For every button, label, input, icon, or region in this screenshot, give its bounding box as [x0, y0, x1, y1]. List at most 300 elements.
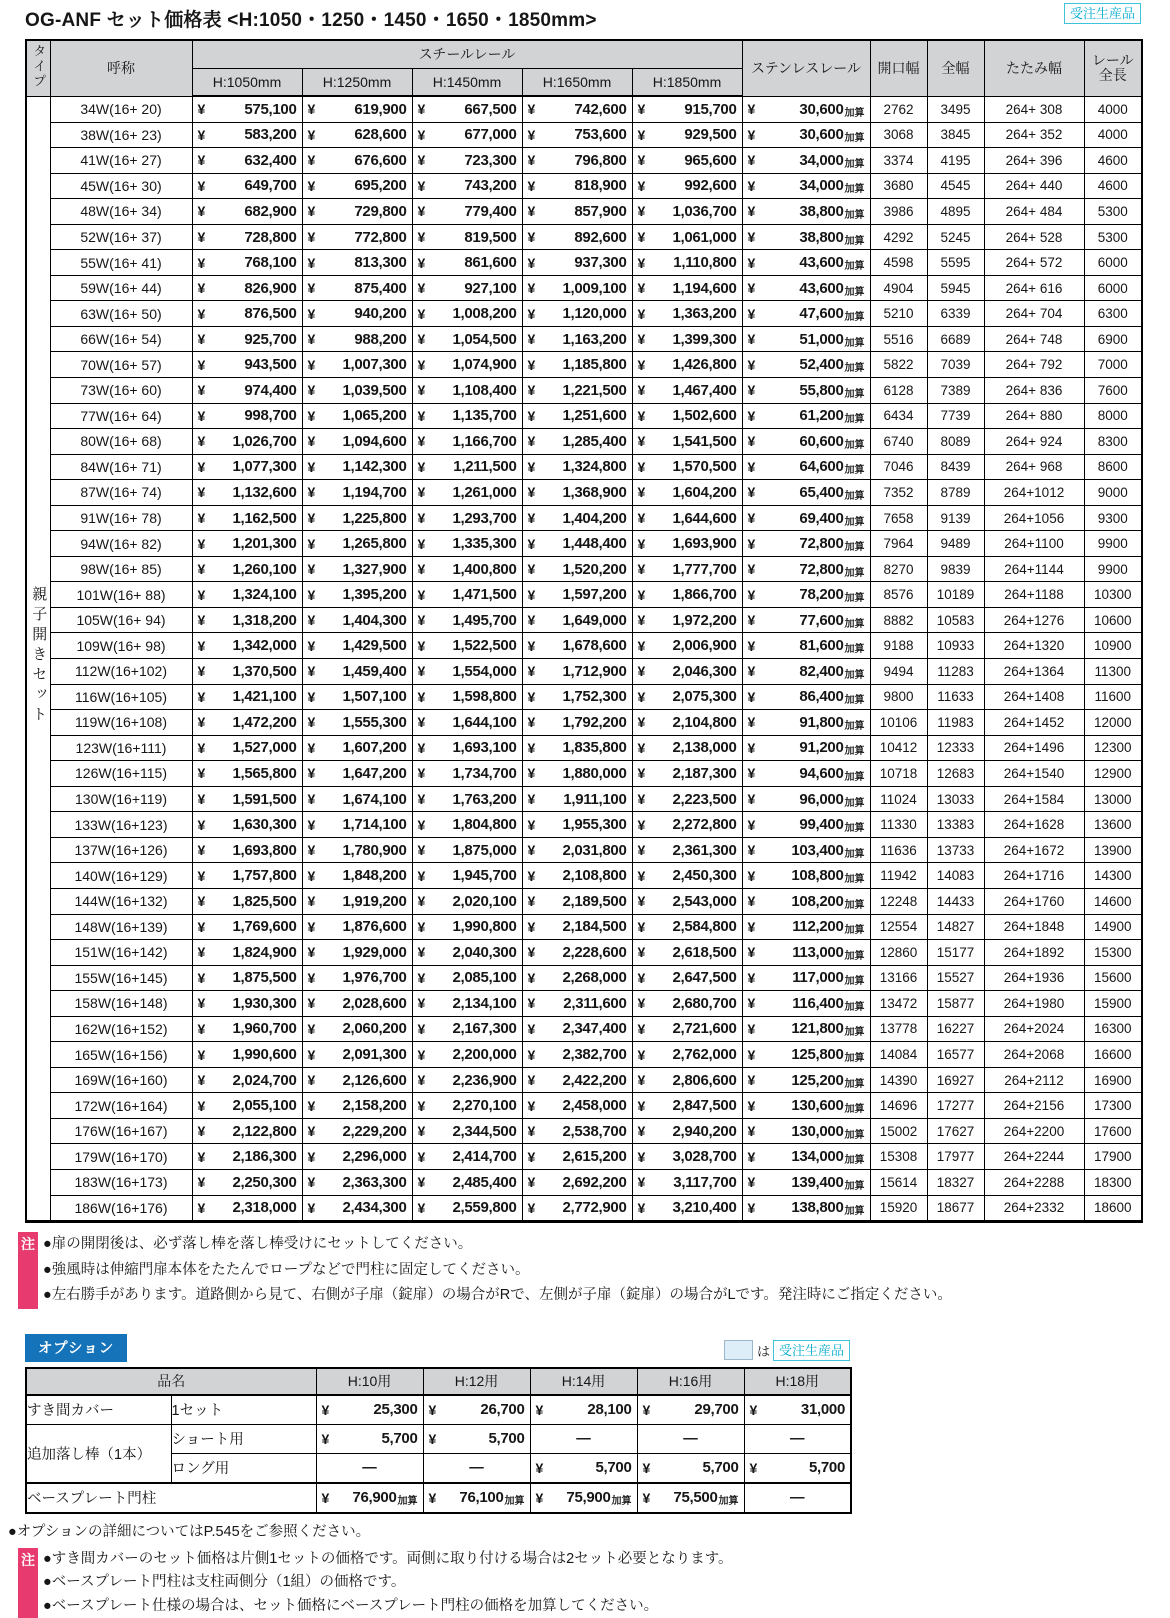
fold-width-cell: 264+2068: [984, 1042, 1084, 1068]
steel-price-cell: ¥ 925,700: [192, 326, 302, 352]
fold-width-cell: 264+ 836: [984, 378, 1084, 404]
steel-price-cell: ¥ 1,780,900: [302, 837, 412, 863]
steel-price-cell: ¥ 1,990,800: [412, 914, 522, 940]
full-width-cell: 9139: [927, 505, 984, 531]
full-width-cell: 8089: [927, 429, 984, 455]
legend-text: は: [756, 1343, 770, 1359]
steel-price-cell: ¥ 632,400: [192, 148, 302, 174]
price-row: [26, 454, 1142, 480]
price-row: [26, 556, 1142, 582]
option-sub-cell: 1セット: [171, 1395, 316, 1425]
name-cell: 165W(16+156): [50, 1042, 192, 1068]
fold-width-cell: 264+1540: [984, 761, 1084, 787]
steel-price-cell: ¥ 2,028,600: [302, 991, 412, 1017]
stainless-price-cell: ¥ 78,200 加算: [742, 582, 870, 608]
fold-width-cell: 264+1848: [984, 914, 1084, 940]
steel-price-cell: ¥ 1,693,900: [632, 531, 742, 557]
price-row: [26, 301, 1142, 327]
name-cell: 158W(16+148): [50, 991, 192, 1017]
fold-width-cell: 264+2024: [984, 1016, 1084, 1042]
stainless-price-cell: ¥ 77,600 加算: [742, 607, 870, 633]
price-row: [26, 659, 1142, 685]
full-width-cell: 9839: [927, 556, 984, 582]
full-width-cell: 8789: [927, 480, 984, 506]
open-width-cell: 3374: [870, 148, 927, 174]
full-width-cell: 7039: [927, 352, 984, 378]
full-width-cell: 4545: [927, 173, 984, 199]
fold-width-cell: 264+1100: [984, 531, 1084, 557]
steel-price-cell: ¥ 2,158,200: [302, 1093, 412, 1119]
price-row: [26, 199, 1142, 225]
open-width-cell: 11636: [870, 837, 927, 863]
name-cell: 70W(16+ 57): [50, 352, 192, 378]
notes-bottom: [18, 1548, 1141, 1618]
full-width-cell: 5595: [927, 250, 984, 276]
price-row: [26, 1093, 1142, 1119]
rail-length-cell: 17300: [1084, 1093, 1142, 1119]
full-width-cell: 11633: [927, 684, 984, 710]
price-row: [26, 633, 1142, 659]
price-table-body: [26, 96, 1142, 1222]
steel-price-cell: ¥ 3,117,700: [632, 1169, 742, 1195]
price-row: [26, 1144, 1142, 1170]
open-width-cell: 2762: [870, 96, 927, 122]
price-row: [26, 940, 1142, 966]
steel-price-cell: ¥ 1,527,000: [192, 735, 302, 761]
open-width-cell: 6128: [870, 378, 927, 404]
open-width-cell: 10718: [870, 761, 927, 787]
steel-price-cell: ¥ 1,094,600: [302, 429, 412, 455]
steel-price-cell: ¥ 628,600: [302, 122, 412, 148]
full-width-cell: 6339: [927, 301, 984, 327]
steel-price-cell: ¥ 2,680,700: [632, 991, 742, 1017]
steel-price-cell: ¥ 3,028,700: [632, 1144, 742, 1170]
price-row: [26, 710, 1142, 736]
stainless-price-cell: ¥ 55,800 加算: [742, 378, 870, 404]
steel-price-cell: ¥ 1,400,800: [412, 556, 522, 582]
full-width-cell: 11983: [927, 710, 984, 736]
fold-width-cell: 264+1012: [984, 480, 1084, 506]
steel-price-cell: ¥ 1,201,300: [192, 531, 302, 557]
steel-price-cell: ¥ 2,006,900: [632, 633, 742, 659]
full-width-cell: 9489: [927, 531, 984, 557]
name-cell: 137W(16+126): [50, 837, 192, 863]
note-item: ●すき間カバーのセット価格は片側1セットの価格です。両側に取り付ける場合は2セット必要となります。: [43, 1550, 733, 1567]
full-width-cell: 8439: [927, 454, 984, 480]
fold-width-cell: 264+2332: [984, 1195, 1084, 1222]
rail-length-cell: 10300: [1084, 582, 1142, 608]
steel-price-cell: ¥ 1,008,200: [412, 301, 522, 327]
open-width-cell: 11942: [870, 863, 927, 889]
option-dash-cell: ―: [423, 1453, 530, 1483]
steel-price-cell: ¥ 742,600: [522, 96, 632, 122]
open-width-cell: 11024: [870, 786, 927, 812]
steel-price-cell: ¥ 2,223,500: [632, 786, 742, 812]
fold-width-cell: 264+1980: [984, 991, 1084, 1017]
fold-width-cell: 264+1364: [984, 659, 1084, 685]
steel-price-cell: ¥ 1,142,300: [302, 454, 412, 480]
title-bar: [25, 3, 1141, 32]
name-cell: 148W(16+139): [50, 914, 192, 940]
steel-price-cell: ¥ 1,324,800: [522, 454, 632, 480]
steel-price-cell: ¥ 2,311,600: [522, 991, 632, 1017]
price-row: [26, 761, 1142, 787]
full-width-cell: 14827: [927, 914, 984, 940]
price-row: [26, 275, 1142, 301]
steel-price-cell: ¥ 2,584,800: [632, 914, 742, 940]
steel-price-cell: ¥ 1,261,000: [412, 480, 522, 506]
option-sub-cell: ショート用: [171, 1424, 316, 1453]
open-width-cell: 10106: [870, 710, 927, 736]
name-cell: 144W(16+132): [50, 888, 192, 914]
name-cell: 45W(16+ 30): [50, 173, 192, 199]
name-cell: 48W(16+ 34): [50, 199, 192, 225]
rail-length-cell: 15900: [1084, 991, 1142, 1017]
open-width-cell: 12554: [870, 914, 927, 940]
steel-price-cell: ¥ 2,296,000: [302, 1144, 412, 1170]
steel-price-cell: ¥ 1,752,300: [522, 684, 632, 710]
fold-width-cell: 264+1892: [984, 940, 1084, 966]
steel-price-cell: ¥ 2,046,300: [632, 659, 742, 685]
name-cell: 179W(16+170): [50, 1144, 192, 1170]
full-width-cell: 16227: [927, 1016, 984, 1042]
steel-price-cell: ¥ 2,108,800: [522, 863, 632, 889]
options-detail-note: ●オプションの詳細についてはP.545をご参照ください。: [8, 1523, 371, 1540]
steel-price-cell: ¥ 857,900: [522, 199, 632, 225]
full-width-cell: 13033: [927, 786, 984, 812]
steel-price-cell: ¥ 965,600: [632, 148, 742, 174]
name-cell: 105W(16+ 94): [50, 607, 192, 633]
name-cell: 140W(16+129): [50, 863, 192, 889]
open-width-cell: 4292: [870, 224, 927, 250]
option-dash-cell: ―: [744, 1483, 851, 1513]
open-width-cell: 4904: [870, 275, 927, 301]
fold-width-cell: 264+1584: [984, 786, 1084, 812]
rail-length-cell: 16300: [1084, 1016, 1142, 1042]
steel-price-cell: ¥ 1,026,700: [192, 429, 302, 455]
fold-width-cell: 264+1936: [984, 965, 1084, 991]
full-width-cell: 15527: [927, 965, 984, 991]
steel-price-cell: ¥ 1,930,300: [192, 991, 302, 1017]
open-width-cell: 5210: [870, 301, 927, 327]
steel-price-cell: ¥ 1,769,600: [192, 914, 302, 940]
full-width-cell: 18677: [927, 1195, 984, 1222]
steel-price-cell: ¥ 826,900: [192, 275, 302, 301]
open-width-cell: 6740: [870, 429, 927, 455]
stainless-price-cell: ¥ 94,600 加算: [742, 761, 870, 787]
rail-length-cell: 9900: [1084, 531, 1142, 557]
steel-price-cell: ¥ 2,229,200: [302, 1118, 412, 1144]
steel-price-cell: ¥ 2,060,200: [302, 1016, 412, 1042]
fold-width-cell: 264+1144: [984, 556, 1084, 582]
steel-price-cell: ¥ 1,061,000: [632, 224, 742, 250]
steel-price-cell: ¥ 915,700: [632, 96, 742, 122]
steel-price-cell: ¥ 768,100: [192, 250, 302, 276]
price-row: [26, 914, 1142, 940]
steel-price-cell: ¥ 1,285,400: [522, 429, 632, 455]
opt-header-h16: H:16用: [637, 1368, 744, 1395]
full-width-cell: 15877: [927, 991, 984, 1017]
name-cell: 133W(16+123): [50, 812, 192, 838]
rail-length-cell: 6000: [1084, 250, 1142, 276]
steel-price-cell: ¥ 2,184,500: [522, 914, 632, 940]
steel-price-cell: ¥ 1,135,700: [412, 403, 522, 429]
steel-price-cell: ¥ 929,500: [632, 122, 742, 148]
steel-price-cell: ¥ 1,132,600: [192, 480, 302, 506]
steel-price-cell: ¥ 1,194,700: [302, 480, 412, 506]
fold-width-cell: 264+ 968: [984, 454, 1084, 480]
rail-length-cell: 8300: [1084, 429, 1142, 455]
steel-price-cell: ¥ 2,270,100: [412, 1093, 522, 1119]
fold-width-cell: 264+ 616: [984, 275, 1084, 301]
stainless-price-cell: ¥ 69,400 加算: [742, 505, 870, 531]
steel-price-cell: ¥ 940,200: [302, 301, 412, 327]
stainless-price-cell: ¥ 72,800 加算: [742, 556, 870, 582]
option-dash-cell: ―: [637, 1424, 744, 1453]
steel-price-cell: ¥ 1,185,800: [522, 352, 632, 378]
name-cell: 77W(16+ 64): [50, 403, 192, 429]
steel-price-cell: ¥ 1,848,200: [302, 863, 412, 889]
rail-length-cell: 13600: [1084, 812, 1142, 838]
fold-width-cell: 264+1760: [984, 888, 1084, 914]
open-width-cell: 15920: [870, 1195, 927, 1222]
rail-length-cell: 9900: [1084, 556, 1142, 582]
name-cell: 155W(16+145): [50, 965, 192, 991]
options-table-body: [26, 1395, 851, 1513]
steel-price-cell: ¥ 1,211,500: [412, 454, 522, 480]
steel-price-cell: ¥ 1,507,100: [302, 684, 412, 710]
steel-price-cell: ¥ 1,644,600: [632, 505, 742, 531]
open-width-cell: 5822: [870, 352, 927, 378]
open-width-cell: 3680: [870, 173, 927, 199]
open-width-cell: 8576: [870, 582, 927, 608]
note-tag: 注: [18, 1548, 38, 1618]
page-title: OG-ANF セット価格表 <H:1050・1250・1450・1650・1850mm>: [25, 10, 597, 31]
opt-header-h14: H:14用: [530, 1368, 637, 1395]
note-item: ●ベースプレート仕様の場合は、セット価格にベースプレート門柱の価格を加算してください。: [43, 1597, 659, 1614]
full-width-cell: 5245: [927, 224, 984, 250]
price-row: [26, 888, 1142, 914]
steel-price-cell: ¥ 1,065,200: [302, 403, 412, 429]
steel-price-cell: ¥ 2,055,100: [192, 1093, 302, 1119]
name-cell: 91W(16+ 78): [50, 505, 192, 531]
price-row: [26, 480, 1142, 506]
header-h1250: H:1250mm: [302, 69, 412, 97]
option-price-cell: ¥ 26,700: [423, 1395, 530, 1425]
rail-length-cell: 9300: [1084, 505, 1142, 531]
stainless-price-cell: ¥ 47,600 加算: [742, 301, 870, 327]
steel-price-cell: ¥ 1,644,100: [412, 710, 522, 736]
steel-price-cell: ¥ 2,772,900: [522, 1195, 632, 1222]
rail-length-cell: 17600: [1084, 1118, 1142, 1144]
steel-price-cell: ¥ 2,450,300: [632, 863, 742, 889]
opt-header-h18: H:18用: [744, 1368, 851, 1395]
steel-price-cell: ¥ 729,800: [302, 199, 412, 225]
rail-length-cell: 14600: [1084, 888, 1142, 914]
steel-price-cell: ¥ 2,085,100: [412, 965, 522, 991]
steel-price-cell: ¥ 1,221,500: [522, 378, 632, 404]
price-row: [26, 607, 1142, 633]
rail-length-cell: 12300: [1084, 735, 1142, 761]
rail-length-cell: 18600: [1084, 1195, 1142, 1222]
steel-price-cell: ¥ 1,054,500: [412, 326, 522, 352]
option-name-cell: ベースプレート門柱: [26, 1483, 316, 1513]
built-to-order-badge: 受注生産品: [1064, 3, 1141, 24]
steel-price-cell: ¥ 2,091,300: [302, 1042, 412, 1068]
open-width-cell: 8882: [870, 607, 927, 633]
steel-price-cell: ¥ 992,600: [632, 173, 742, 199]
full-width-cell: 7389: [927, 378, 984, 404]
steel-price-cell: ¥ 818,900: [522, 173, 632, 199]
steel-price-cell: ¥ 2,122,800: [192, 1118, 302, 1144]
fold-width-cell: 264+1716: [984, 863, 1084, 889]
stainless-price-cell: ¥ 43,600 加算: [742, 250, 870, 276]
steel-price-cell: ¥ 1,368,900: [522, 480, 632, 506]
price-row: [26, 531, 1142, 557]
steel-price-cell: ¥ 796,800: [522, 148, 632, 174]
option-sub-cell: ロング用: [171, 1453, 316, 1483]
full-width-cell: 3845: [927, 122, 984, 148]
steel-price-cell: ¥ 2,344,500: [412, 1118, 522, 1144]
steel-price-cell: ¥ 1,324,100: [192, 582, 302, 608]
steel-price-cell: ¥ 892,600: [522, 224, 632, 250]
steel-price-cell: ¥ 723,300: [412, 148, 522, 174]
fold-width-cell: 264+1628: [984, 812, 1084, 838]
steel-price-cell: ¥ 1,502,600: [632, 403, 742, 429]
name-cell: 186W(16+176): [50, 1195, 192, 1222]
rail-length-cell: 4600: [1084, 148, 1142, 174]
stainless-price-cell: ¥ 113,000 加算: [742, 940, 870, 966]
stainless-price-cell: ¥ 34,000 加算: [742, 148, 870, 174]
steel-price-cell: ¥ 2,347,400: [522, 1016, 632, 1042]
steel-price-cell: ¥ 1,570,500: [632, 454, 742, 480]
steel-price-cell: ¥ 2,250,300: [192, 1169, 302, 1195]
fold-width-cell: 264+ 308: [984, 96, 1084, 122]
stainless-price-cell: ¥ 116,400 加算: [742, 991, 870, 1017]
steel-price-cell: ¥ 2,647,500: [632, 965, 742, 991]
stainless-price-cell: ¥ 38,800 加算: [742, 199, 870, 225]
steel-price-cell: ¥ 2,762,000: [632, 1042, 742, 1068]
rail-length-cell: 9000: [1084, 480, 1142, 506]
steel-price-cell: ¥ 1,804,800: [412, 812, 522, 838]
name-cell: 98W(16+ 85): [50, 556, 192, 582]
header-h1650: H:1650mm: [522, 69, 632, 97]
steel-price-cell: ¥ 2,458,000: [522, 1093, 632, 1119]
legend-swatch: [724, 1340, 753, 1360]
steel-price-cell: ¥ 1,342,000: [192, 633, 302, 659]
option-price-cell: ¥ 5,700: [423, 1424, 530, 1453]
price-row: [26, 1042, 1142, 1068]
option-price-cell: ¥ 28,100: [530, 1395, 637, 1425]
open-width-cell: 13472: [870, 991, 927, 1017]
steel-price-cell: ¥ 1,074,900: [412, 352, 522, 378]
fold-width-cell: 264+ 352: [984, 122, 1084, 148]
full-width-cell: 6689: [927, 326, 984, 352]
stainless-price-cell: ¥ 91,200 加算: [742, 735, 870, 761]
stainless-price-cell: ¥ 121,800 加算: [742, 1016, 870, 1042]
steel-price-cell: ¥ 1,459,400: [302, 659, 412, 685]
header-h1850: H:1850mm: [632, 69, 742, 97]
steel-price-cell: ¥ 1,757,800: [192, 863, 302, 889]
stainless-price-cell: ¥ 30,600 加算: [742, 122, 870, 148]
name-cell: 162W(16+152): [50, 1016, 192, 1042]
note-tag: 注: [18, 1232, 38, 1309]
fold-width-cell: 264+1672: [984, 837, 1084, 863]
name-cell: 80W(16+ 68): [50, 429, 192, 455]
price-row: [26, 863, 1142, 889]
open-width-cell: 4598: [870, 250, 927, 276]
opt-header-h12: H:12用: [423, 1368, 530, 1395]
steel-price-cell: ¥ 2,559,800: [412, 1195, 522, 1222]
steel-price-cell: ¥ 1,880,000: [522, 761, 632, 787]
open-width-cell: 15308: [870, 1144, 927, 1170]
open-width-cell: 6434: [870, 403, 927, 429]
rail-length-cell: 6900: [1084, 326, 1142, 352]
steel-price-cell: ¥ 1,919,200: [302, 888, 412, 914]
steel-price-cell: ¥ 2,363,300: [302, 1169, 412, 1195]
rail-length-cell: 16900: [1084, 1067, 1142, 1093]
header-full-width: 全幅: [927, 40, 984, 96]
option-name-cell: すき間カバー: [26, 1395, 171, 1425]
steel-price-cell: ¥ 1,335,300: [412, 531, 522, 557]
note-lines: [43, 1232, 952, 1309]
steel-price-cell: ¥ 813,300: [302, 250, 412, 276]
open-width-cell: 9800: [870, 684, 927, 710]
option-price-cell: ¥ 31,000: [744, 1395, 851, 1425]
fold-width-cell: 264+ 440: [984, 173, 1084, 199]
full-width-cell: 17627: [927, 1118, 984, 1144]
steel-price-cell: ¥ 1,495,700: [412, 607, 522, 633]
steel-price-cell: ¥ 1,824,900: [192, 940, 302, 966]
note-item: ●強風時は伸縮門扉本体をたたんでロープなどで門柱に固定してください。: [43, 1261, 530, 1278]
header-stainless-rail: ステンレスレール: [742, 40, 870, 96]
full-width-cell: 16927: [927, 1067, 984, 1093]
open-width-cell: 10412: [870, 735, 927, 761]
steel-price-cell: ¥ 583,200: [192, 122, 302, 148]
stainless-price-cell: ¥ 64,600 加算: [742, 454, 870, 480]
steel-price-cell: ¥ 1,597,200: [522, 582, 632, 608]
stainless-price-cell: ¥ 72,800 加算: [742, 531, 870, 557]
price-row: [26, 250, 1142, 276]
fold-width-cell: 264+1056: [984, 505, 1084, 531]
steel-price-cell: ¥ 1,604,200: [632, 480, 742, 506]
steel-price-cell: ¥ 743,200: [412, 173, 522, 199]
steel-price-cell: ¥ 1,225,800: [302, 505, 412, 531]
name-cell: 63W(16+ 50): [50, 301, 192, 327]
price-row: [26, 837, 1142, 863]
stainless-price-cell: ¥ 134,000 加算: [742, 1144, 870, 1170]
name-cell: 109W(16+ 98): [50, 633, 192, 659]
steel-price-cell: ¥ 1,693,100: [412, 735, 522, 761]
steel-price-cell: ¥ 1,399,300: [632, 326, 742, 352]
steel-price-cell: ¥ 1,554,000: [412, 659, 522, 685]
steel-price-cell: ¥ 1,972,200: [632, 607, 742, 633]
price-row: [26, 224, 1142, 250]
fold-width-cell: 264+ 924: [984, 429, 1084, 455]
price-row: [26, 378, 1142, 404]
type-group-label: 親子開きセット: [26, 96, 50, 1222]
steel-price-cell: ¥ 1,876,600: [302, 914, 412, 940]
steel-price-cell: ¥ 1,370,500: [192, 659, 302, 685]
rail-length-cell: 8000: [1084, 403, 1142, 429]
fold-width-cell: 264+1452: [984, 710, 1084, 736]
steel-price-cell: ¥ 677,000: [412, 122, 522, 148]
steel-price-cell: ¥ 1,734,700: [412, 761, 522, 787]
options-label: オプション: [25, 1334, 127, 1362]
fold-width-cell: 264+ 748: [984, 326, 1084, 352]
price-row: [26, 403, 1142, 429]
full-width-cell: 7739: [927, 403, 984, 429]
